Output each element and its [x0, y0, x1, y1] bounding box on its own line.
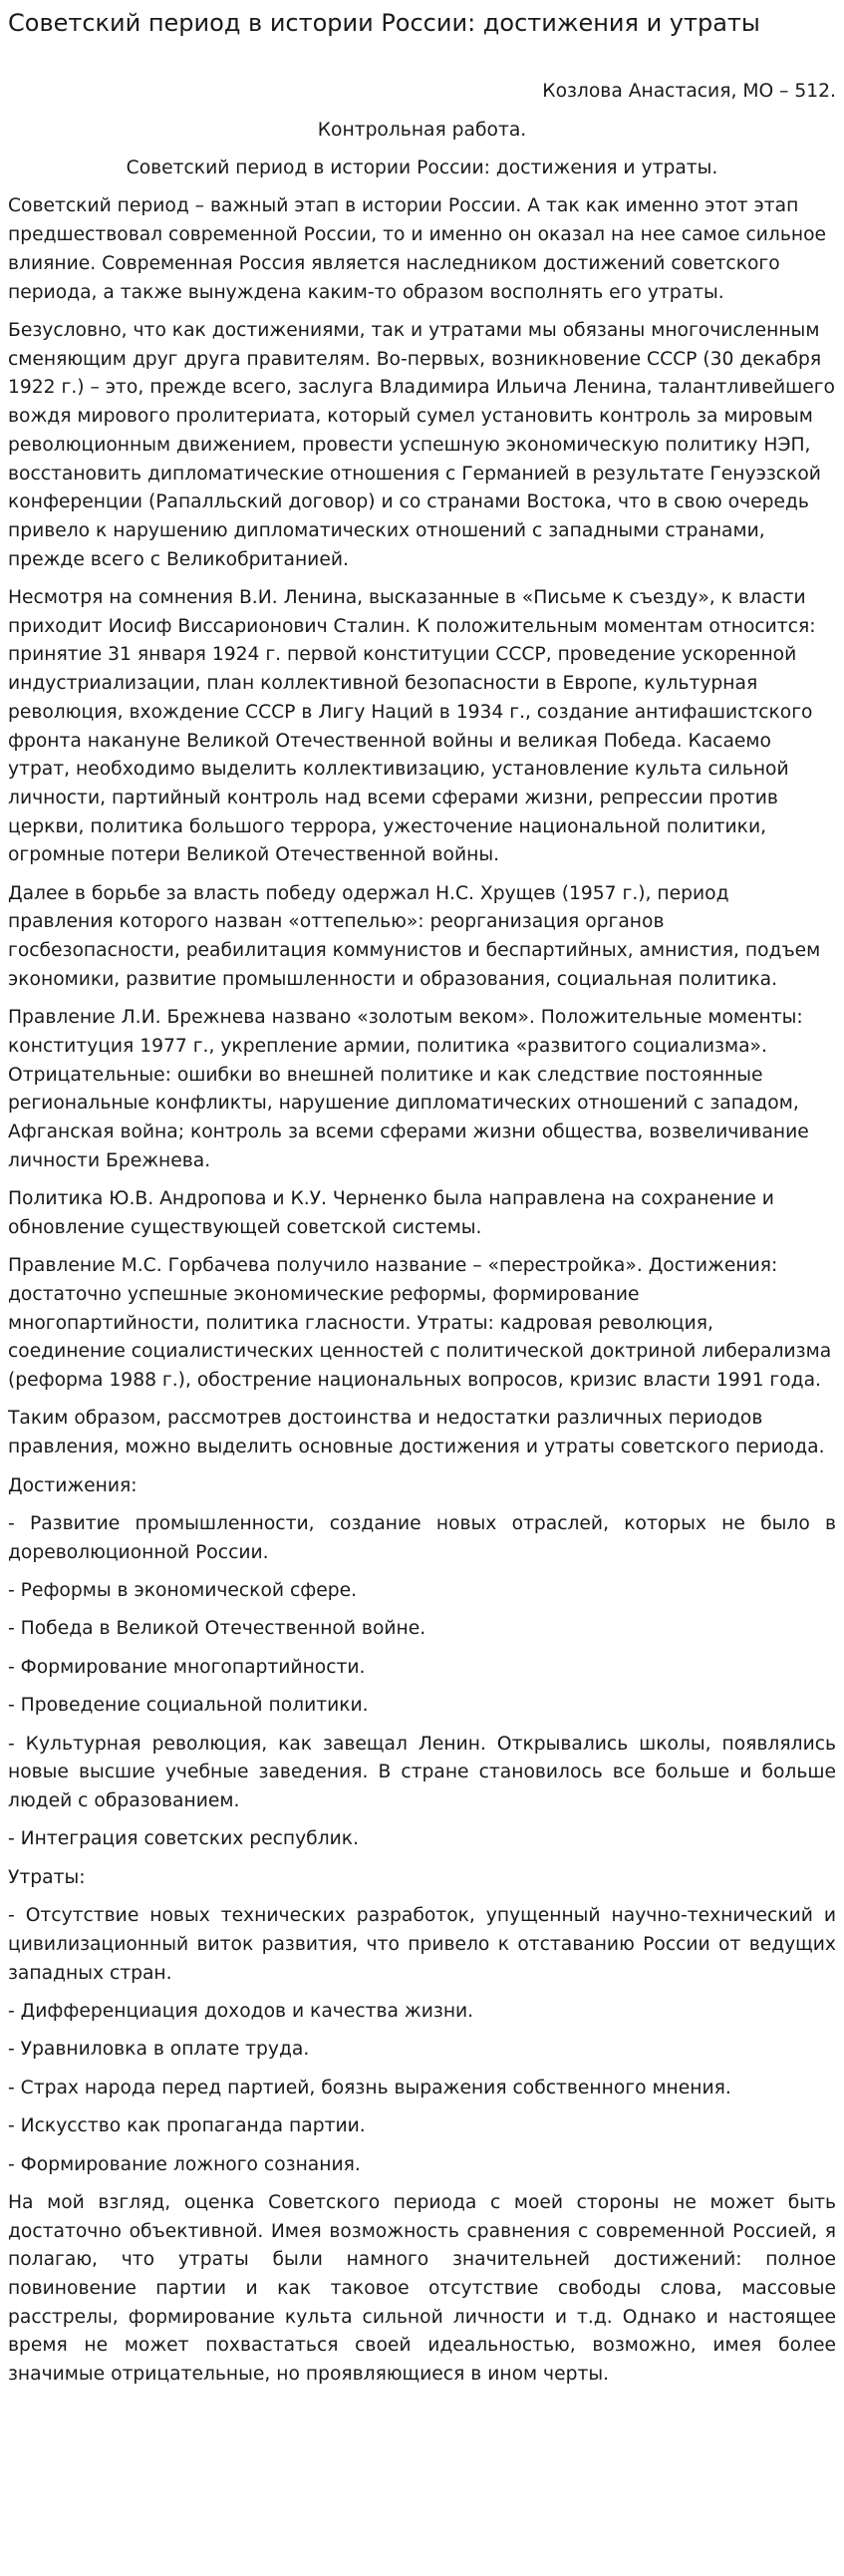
losses-heading: Утраты:: [8, 1866, 86, 1888]
document-subtitle: Советский период в истории России: достижения и утраты.: [126, 158, 718, 179]
achievement-item: - Интеграция советских республик.: [8, 1828, 360, 1850]
body-paragraph: Далее в борьбе за власть победу одержал Н.С. Хрущев (1957 г.), период правления которого назван «оттепелью»: реорганизация органов госбезопасности, реабилитация коммунистов и беспартийных, амнистия, подъем экономики, развитие промышленности и образования, социальная политика.: [8, 882, 821, 990]
achievement-item: - Культурная революция, как завещал Ленин. Открывались школы, появлялись новые высшие учебные заведения. В стране становилось все больше и больше людей с образованием.: [8, 1733, 836, 1811]
body-paragraph: Правление М.С. Горбачева получило название – «перестройка». Достижения: достаточно успешные экономические реформы, формирование многопартийности, политика гласности. Утраты: кадровая революция, соединение социалистических ценностей с политической доктриной либерализма (реформа 1988 г.), обострение национальных вопросов, кризис власти 1991 года.: [8, 1255, 832, 1392]
work-type: Контрольная работа.: [317, 119, 527, 141]
achievement-item: - Формирование многопартийности.: [8, 1656, 366, 1678]
body-paragraph: Таким образом, рассмотрев достоинства и недостатки различных периодов правления, можно выделить основные достижения и утраты советского периода.: [8, 1408, 825, 1458]
loss-item: - Искусство как пропаганда партии.: [8, 2115, 366, 2137]
achievement-item: - Развитие промышленности, создание новых отраслей, которых не было в дореволюционной России.: [8, 1512, 836, 1563]
loss-item: - Формирование ложного сознания.: [8, 2153, 361, 2175]
loss-item: - Страх народа перед партией, боязнь выражения собственного мнения.: [8, 2077, 731, 2098]
page-title: Советский период в истории России: достижения и утраты: [8, 9, 760, 37]
achievements-heading: Достижения:: [8, 1474, 138, 1496]
body-paragraph: Политика Ю.В. Андропова и К.У. Черненко была направлена на сохранение и обновление существующей советской системы.: [8, 1188, 774, 1238]
conclusion-paragraph: На мой взгляд, оценка Советского периода с моей стороны не может быть достаточно объективной. Имея возможность сравнения с современной Россией, я полагаю, что утраты были намного значительней достижений: полное повиновение партии и как таковое отсутствие свободы слова, массовые расстрелы, формирование культа сильной личности и т.д. Однако и настоящее время не может похвастаться своей идеальностью, возможно, имея более значимые отрицательные, но проявляющиеся в ином черты.: [8, 2191, 836, 2386]
body-paragraph: Советский период – важный этап в истории России. А так как именно этот этап предшествовал современной России, то и именно он оказал на нее самое сильное влияние. Современная Россия является наследником достижений советского периода, а также вынуждена каким-то образом восполнять его утраты.: [8, 195, 827, 303]
achievement-item: - Реформы в экономической сфере.: [8, 1580, 358, 1601]
body-paragraph: Правление Л.И. Брежнева названо «золотым веком». Положительные моменты: конституция 1977 г., укрепление армии, политика «развитого социализма». Отрицательные: ошибки во внешней политике и как следствие постоянные региональные конфликты, нарушение дипломатических отношений с западом, Афганская война; контроль за всеми сферами жизни общества, возвеличивание личности Брежнева.: [8, 1007, 809, 1171]
achievement-item: - Победа в Великой Отечественной войне.: [8, 1618, 426, 1640]
loss-item: - Уравниловка в оплате труда.: [8, 2039, 310, 2061]
loss-item: - Отсутствие новых технических разработок, упущенный научно-технический и цивилизационный виток развития, что привело к отставанию России от ведущих западных стран.: [8, 1905, 836, 1984]
author-line: Козлова Анастасия, МО – 512.: [542, 81, 836, 102]
body-paragraph: Несмотря на сомнения В.И. Ленина, высказанные в «Письме к съезду», к власти приходит Иосиф Виссарионович Сталин. К положительным моментам относится: принятие 31 января 1924 г. первой конституции СССР, проведение ускоренной индустриализации, план коллективной безопасности в Европе, культурная революция, вхождение СССР в Лигу Наций в 1934 г., создание антифашистского фронта накануне Великой Отечественной войны и великая Победа. Касаемо утрат, необходимо выделить коллективизацию, установление культа сильной личности, партийный контроль над всеми сферами жизни, репрессии против церкви, политика большого террора, ужесточение национальной политики, огромные потери Великой Отечественной войны.: [8, 587, 816, 866]
body-paragraph: Безусловно, что как достижениями, так и утратами мы обязаны многочисленным сменяющим друг друга правителям. Во-первых, возникновение СССР (30 декабря 1922 г.) – это, прежде всего, заслуга Владимира Ильича Ленина, талантливейшего вождя мирового пролитериата, который сумел установить контроль за мировым революционным движением, провести успешную экономическую политику НЭП, восстановить дипломатические отношения с Германией в результате Генуэзской конференции (Рапалльский договор) и со странами Востока, что в свою очередь привело к нарушению дипломатических отношений с западными странами, прежде всего с Великобританией.: [8, 319, 835, 570]
achievement-item: - Проведение социальной политики.: [8, 1695, 369, 1717]
loss-item: - Дифференциация доходов и качества жизни.: [8, 2000, 474, 2022]
